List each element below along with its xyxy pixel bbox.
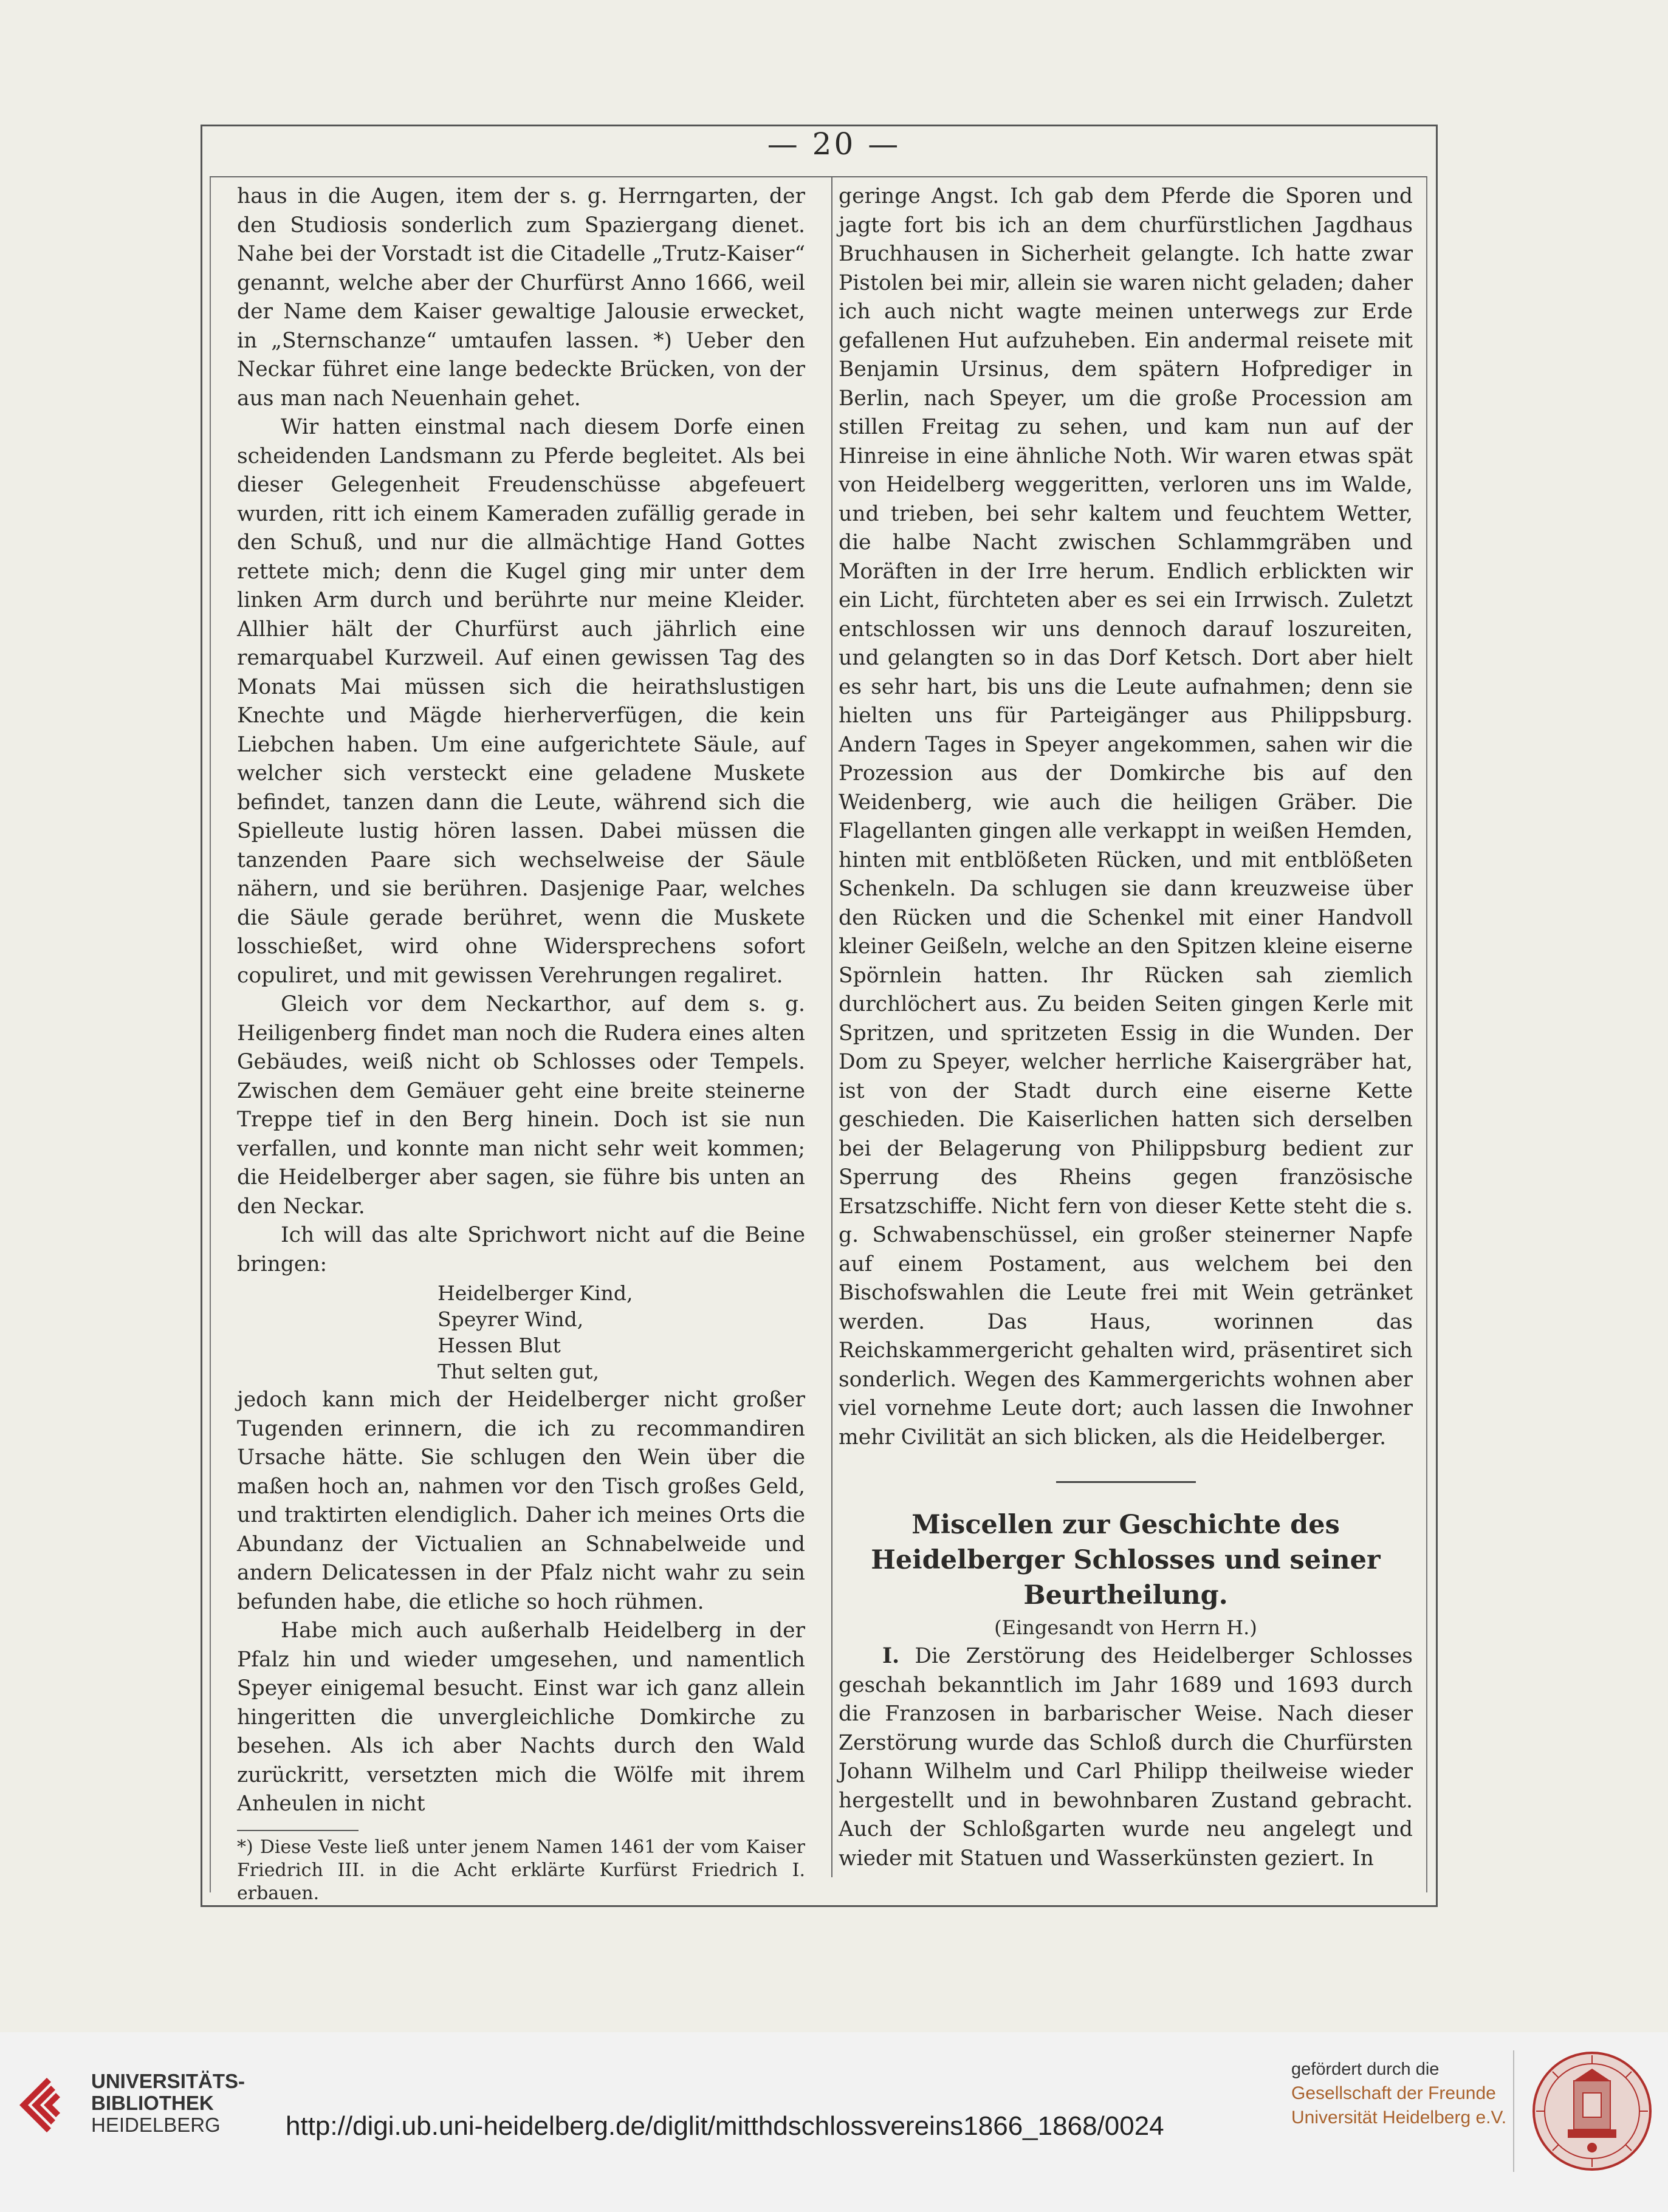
section-rule <box>1056 1481 1196 1483</box>
library-name-line: HEIDELBERG <box>91 2114 221 2136</box>
digital-object-url[interactable]: http://digi.ub.uni-heidelberg.de/diglit/mitthdschlossvereins1866_1868/0024 <box>286 2111 1164 2141</box>
sponsor-note <box>1291 2057 1506 2130</box>
footnote-rule <box>237 1830 359 1831</box>
library-name-line: BIBLIOTHEK <box>91 2092 214 2114</box>
paragraph <box>839 1642 1413 1873</box>
paragraph: Habe mich auch außerhalb Heidelberg in der Pfalz hin und wieder umgesehen, und namentlich Speyer einigemal besucht. Einst war ich ganz allein hingeritten die unvergleichliche Domkirche zu besehen. Als ich aber Nachts durch den Wald zurückritt, versetzten mich die Wölfe mit ihrem Anheulen in nicht <box>237 1618 805 1816</box>
verse-line: Hessen Blut <box>438 1334 561 1357</box>
paragraph: Ich will das alte Sprichwort nicht auf die Beine bringen: <box>237 1223 805 1276</box>
section-credit: (Eingesandt von Herrn H.) <box>994 1616 1257 1639</box>
paragraph: haus in die Augen, item der s. g. Herrngarten, der den Studiosis sonderlich zum Spaziergang dienet. Nahe bei der Vorstadt ist die Citadelle „Trutz-Kaiser“ genannt, welche aber der Churfürst Anno 1666, weil der Name dem Kaiser gewaltige Jalousie erwecket, in „Sternschanze“ umtaufen lassen. *) Ueber den Neckar führet eine lange bedeckte Brücken, von der aus man nach Neuenhain gehet. <box>237 184 805 411</box>
verse-line: Heidelberger Kind, <box>438 1281 633 1305</box>
paragraph: jedoch kann mich der Heidelberger nicht großer Tugenden erinnern, die ich zu recommandiren Ursache hätte. Sie schlugen den Wein über die maßen hoch an, nahmen vor den Tisch großes Geld, und traktirten elendiglich. Daher ich meines Orts die Abundanz der Victualien an Schnabelweide und andern Delicatessen in der Pfalz nicht wahr zu sein befunden habe, die etliche so hoch rühmen. <box>237 1388 805 1614</box>
library-name-line: UNIVERSITÄTS- <box>91 2070 245 2092</box>
footnote: *) Diese Veste ließ unter jenem Namen 1461 der vom Kaiser Friedrich III. in die Acht erklärte Kurfürst Friedrich I. erbauen. <box>237 1836 805 1904</box>
verse-line: Thut selten gut, <box>438 1360 599 1383</box>
verse <box>438 1280 805 1385</box>
paragraph: Gleich vor dem Neckarthor, auf dem s. g. Heiligenberg findet man noch die Rudera eines alten Gebäudes, weiß nicht ob Schlosses oder Tempels. Zwischen dem Gemäuer geht eine breite steinerne Treppe tief in den Berg hinein. Doch ist sie nun verfallen, und konnte man nicht sehr weit kommen; die Heidelberger aber sagen, sie führe bis unten an den Neckar. <box>237 992 805 1219</box>
footer-divider <box>1513 2050 1514 2172</box>
section-title: Miscellen zur Geschichte des Heidelberger Schlosses und seiner Beurtheilung. <box>871 1510 1381 1611</box>
section-text: Die Zerstörung des Heidelberger Schlosses geschah bekanntlich im Jahr 1689 und 1693 durch die Franzosen in barbarischer Weise. Nach dieser Zerstörung wurde das Schloß durch die Churfürsten Johann Wilhelm und Carl Philipp theilweise wieder hergestellt und in bewohnbaren Zustand gebracht. Auch der Schloßgarten wurde neu angelegt und wieder mit Statuen und Wasserkünsten geziert. In <box>839 1644 1413 1871</box>
section-number: I. <box>882 1644 900 1668</box>
paragraph: geringe Angst. Ich gab dem Pferde die Sporen und jagte fort bis ich an dem churfürstlichen Jagdhaus Bruchhausen in Sicherheit gelangte. Ich hatte zwar Pistolen bei mir, allein sie waren nicht geladen; daher ich auch nicht wagte meinen unterwegs zur Erde gefallenen Hut aufzuheben. Ein andermal reisete mit Benjamin Ursinus, dem spätern Hofprediger in Berlin, nach Speyer, um die große Procession am stillen Freitag zu sehen, und kam nun auf der Hinreise in eine ähnliche Noth. Wir waren etwas spät von Heidelberg weggeritten, verloren uns im Walde, und trieben, bei sehr kaltem und feuchtem Wetter, die halbe Nacht zwischen Schlammgräben und Moräften in der Irre herum. Endlich erblickten wir ein Licht, fürchteten aber es sei ein Irrwisch. Zuletzt entschlossen wir uns dennoch darauf loszureiten, und gelangten so in das Dorf Ketsch. Dort aber hielt es sehr hart, bis uns die Leute aufnahmen; denn sie hielten uns für Parteigänger aus Philippsburg. Andern Tages in Speyer angekommen, sahen wir die Prozession aus der Domkirche bis auf den Weidenberg, wie auch die heiligen Gräber. Die Flagellanten gingen alle verkappt in weißen Hemden, hinten mit entblößeten Rücken, und mit entblößeten Schenkeln. Da schlugen sie dann kreuzweise über den Rücken und die Schenkel mit einer Handvoll kleiner Geißeln, welche an den Spitzen kleine eiserne Spörnlein hatten. Ihr Rücken sah ziemlich durchlöchert aus. Zu beiden Seiten gingen Kerle mit Spritzen, und spritzeten Essig in die Wunden. Der Dom zu Speyer, welcher herrliche Kaisergräber hat, ist von der Stadt durch eine eiserne Kette geschieden. Die Kaiserlichen hatten sich derselben bei der Belagerung von Philippsburg bedient zur Sperrung des Rheins gegen französische Ersatzschiffe. Nicht fern von dieser Kette steht die s. g. Schwabenschüssel, ein großer steinerner Napfe auf einem Postament, aus welchem bei den Bischofswahlen die Leute frei mit Wein getränket werden. Das Haus, worinnen das Reichskammergericht gehalten wird, präsentiret sich sonderlich. Wegen des Kammergerichts wohnen aber viel vornehme Leute dort; auch lassen die Inwohner mehr Civilität an sich blicken, als die Heidelberger. <box>839 184 1413 1450</box>
left-column <box>237 182 805 1905</box>
library-name[interactable] <box>91 2070 245 2136</box>
page-number: — 20 — <box>767 126 901 162</box>
right-column <box>839 182 1413 1873</box>
university-seal-icon <box>1531 2050 1653 2172</box>
column-divider <box>831 176 832 1877</box>
sponsor-org: Universität Heidelberg e.V. <box>1291 2108 1507 2128</box>
verse-line: Speyrer Wind, <box>438 1307 584 1331</box>
ub-heidelberg-logo-icon[interactable] <box>13 2069 80 2142</box>
header-rule <box>210 176 1427 177</box>
paragraph: Wir hatten einstmal nach diesem Dorfe einen scheidenden Landsmann zu Pferde begleitet. Als bei dieser Gelegenheit Freudenschüsse abgefeuert wurden, ritt ich einem Kameraden zufällig gerade in den Schuß, und nur die allmächtige Hand Gottes rettete mich; denn die Kugel ging mir unter dem linken Arm durch und berührte nur meine Kleider. Allhier hält der Churfürst auch jährlich eine remarquabel Kurzweil. Auf einen gewissen Tag des Monats Mai müssen sich die heirathslustigen Knechte und Mägde hierherverfügen, die kein Liebchen haben. Um eine aufgerichtete Säule, auf welcher sich versteckt eine geladene Muskete befindet, tanzen dann die Leute, während sich die Spielleute lustig hören lassen. Dabei müssen die tanzenden Paare sich wechselweise der Säule nähern, und sie berühren. Dasjenige Paar, welches die Säule gerade berühret, wenn die Muskete losschießet, wird ohne Widersprechens sofort copuliret, und mit gewissen Verehrungen regaliret. <box>237 415 805 988</box>
sponsor-org: Gesellschaft der Freunde <box>1291 2083 1496 2103</box>
sponsor-intro: gefördert durch die <box>1291 2060 1440 2079</box>
